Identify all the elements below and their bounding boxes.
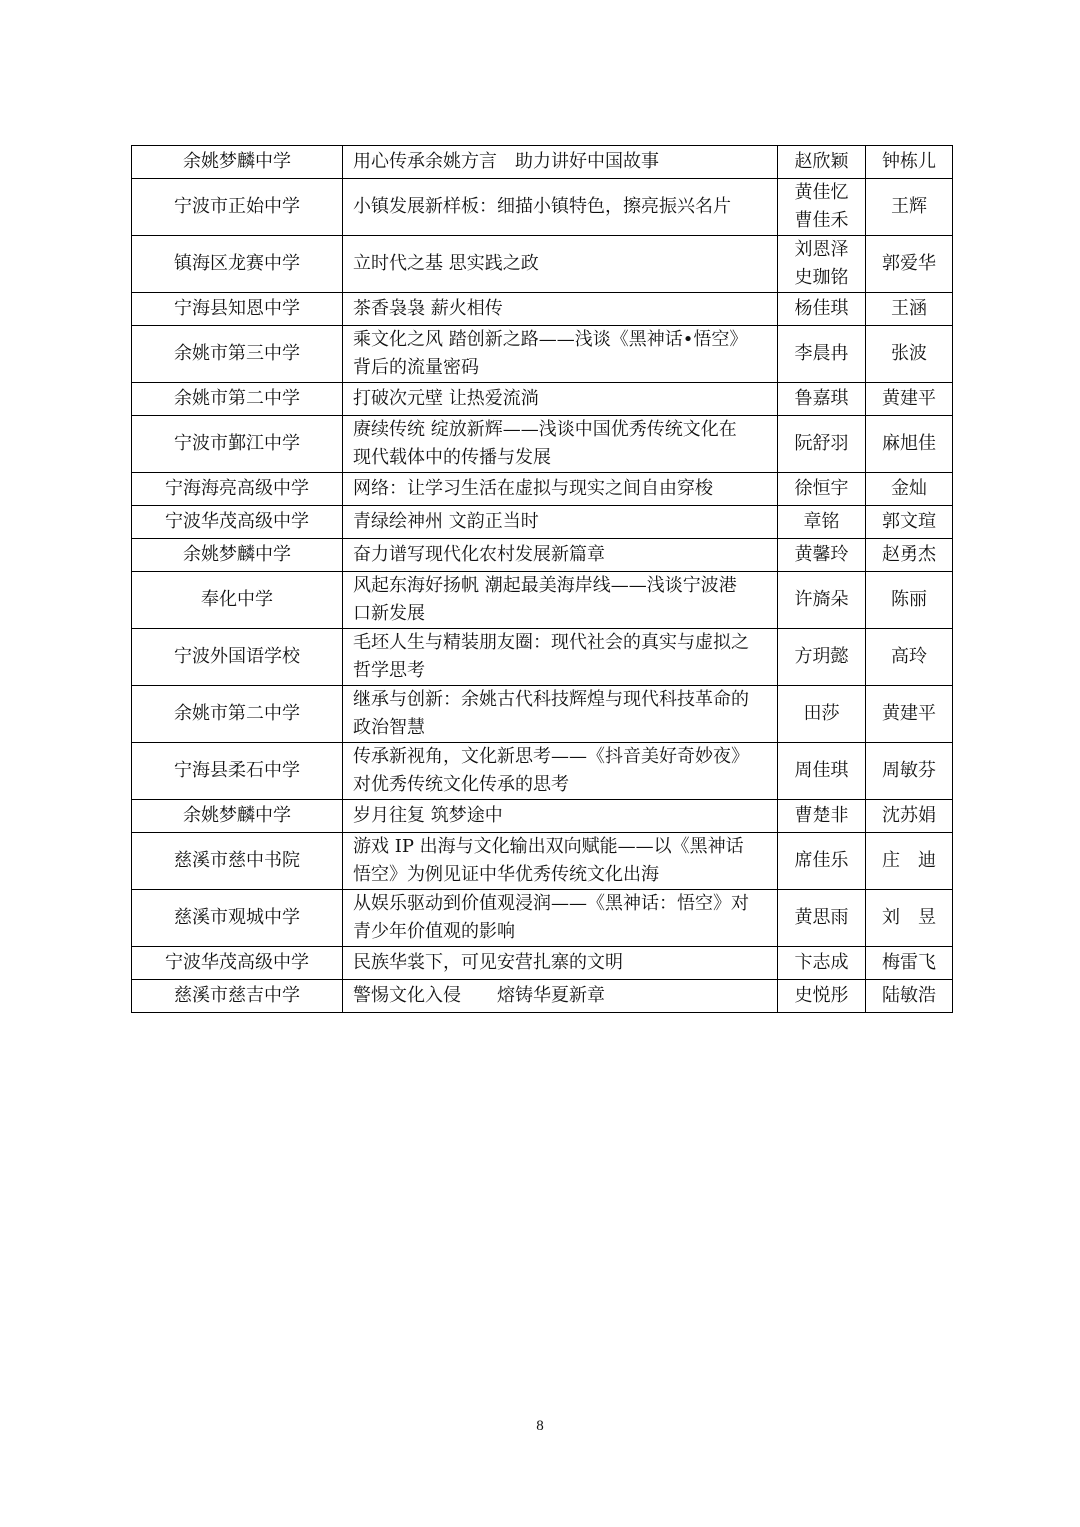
student-cell bbox=[778, 383, 866, 416]
table-row bbox=[132, 383, 953, 416]
student-name: 席佳乐 bbox=[794, 850, 849, 871]
title-cell bbox=[343, 326, 778, 383]
title-line: 小镇发展新样板：细描小镇特色，擦亮振兴名片 bbox=[353, 196, 731, 217]
table-row bbox=[132, 506, 953, 539]
title-cell bbox=[343, 833, 778, 890]
title-line: 游戏 IP 出海与文化输出双向赋能——以《黑神话 bbox=[353, 836, 744, 857]
teacher-cell: 麻旭佳 bbox=[866, 416, 953, 473]
student-cell bbox=[778, 236, 866, 293]
table-row bbox=[132, 293, 953, 326]
student-cell bbox=[778, 980, 866, 1013]
student-name: 黄思雨 bbox=[794, 907, 849, 928]
title-cell bbox=[343, 506, 778, 539]
title-line: 继承与创新：余姚古代科技辉煌与现代科技革命的 bbox=[353, 689, 749, 710]
school-cell: 余姚市第三中学 bbox=[132, 326, 343, 383]
teacher-cell: 张波 bbox=[866, 326, 953, 383]
teacher-cell: 沈苏娟 bbox=[866, 800, 953, 833]
student-cell bbox=[778, 416, 866, 473]
title-line: 民族华裳下，可见安营扎寨的文明 bbox=[353, 952, 623, 973]
teacher-cell: 黄建平 bbox=[866, 686, 953, 743]
student-name: 曹楚非 bbox=[794, 805, 849, 826]
student-name: 阮舒羽 bbox=[794, 433, 849, 454]
title-line: 传承新视角，文化新思考——《抖音美好奇妙夜》 bbox=[353, 746, 749, 767]
school-cell: 慈溪市慈中书院 bbox=[132, 833, 343, 890]
student-name: 赵欣颖 bbox=[794, 151, 849, 172]
teacher-cell: 王辉 bbox=[866, 179, 953, 236]
student-name: 杨佳琪 bbox=[794, 298, 849, 319]
student-name: 方玥懿 bbox=[794, 646, 849, 667]
teacher-cell: 刘 昱 bbox=[866, 890, 953, 947]
title-line: 警惕文化入侵 熔铸华夏新章 bbox=[353, 985, 605, 1006]
title-line: 悟空》为例见证中华优秀传统文化出海 bbox=[353, 864, 659, 885]
title-cell bbox=[343, 236, 778, 293]
title-line: 打破次元壁 让热爱流淌 bbox=[353, 388, 539, 409]
table-row bbox=[132, 686, 953, 743]
teacher-cell: 赵勇杰 bbox=[866, 539, 953, 572]
school-cell: 镇海区龙赛中学 bbox=[132, 236, 343, 293]
table-row bbox=[132, 539, 953, 572]
student-cell bbox=[778, 146, 866, 179]
student-cell bbox=[778, 326, 866, 383]
page-number: 8 bbox=[536, 1418, 544, 1434]
title-line: 口新发展 bbox=[353, 603, 425, 624]
table-row bbox=[132, 473, 953, 506]
table-row bbox=[132, 236, 953, 293]
title-cell bbox=[343, 743, 778, 800]
student-name: 李晨冉 bbox=[794, 343, 849, 364]
title-line: 乘文化之风 踏创新之路——浅谈《黑神话•悟空》 bbox=[353, 329, 748, 350]
school-cell: 宁波外国语学校 bbox=[132, 629, 343, 686]
table-row bbox=[132, 572, 953, 629]
award-table bbox=[131, 145, 953, 1013]
teacher-cell: 郭文瑄 bbox=[866, 506, 953, 539]
table-row bbox=[132, 947, 953, 980]
title-line: 用心传承余姚方言 助力讲好中国故事 bbox=[353, 151, 659, 172]
school-cell: 余姚梦麟中学 bbox=[132, 146, 343, 179]
student-name: 卞志成 bbox=[794, 952, 849, 973]
title-cell bbox=[343, 293, 778, 326]
title-cell bbox=[343, 416, 778, 473]
title-cell bbox=[343, 947, 778, 980]
student-name: 许旖朵 bbox=[794, 589, 849, 610]
title-line: 立时代之基 思实践之政 bbox=[353, 253, 539, 274]
title-cell bbox=[343, 890, 778, 947]
table-row bbox=[132, 833, 953, 890]
title-cell bbox=[343, 629, 778, 686]
teacher-cell: 庄 迪 bbox=[866, 833, 953, 890]
student-name: 曹佳禾 bbox=[794, 210, 849, 231]
title-line: 毛坯人生与精装朋友圈：现代社会的真实与虚拟之 bbox=[353, 632, 749, 653]
teacher-cell: 王涵 bbox=[866, 293, 953, 326]
teacher-cell: 陆敏浩 bbox=[866, 980, 953, 1013]
student-cell bbox=[778, 179, 866, 236]
table-row bbox=[132, 179, 953, 236]
table-row bbox=[132, 326, 953, 383]
student-cell bbox=[778, 539, 866, 572]
title-line: 风起东海好扬帆 潮起最美海岸线——浅谈宁波港 bbox=[353, 575, 737, 596]
student-cell bbox=[778, 473, 866, 506]
student-name: 史悦彤 bbox=[794, 985, 849, 1006]
table-row bbox=[132, 800, 953, 833]
title-line: 茶香袅袅 薪火相传 bbox=[353, 298, 503, 319]
student-name: 黄馨玲 bbox=[794, 544, 849, 565]
school-cell: 宁海海亮高级中学 bbox=[132, 473, 343, 506]
title-line: 青绿绘神州 文韵正当时 bbox=[353, 511, 539, 532]
student-cell bbox=[778, 890, 866, 947]
table-row bbox=[132, 146, 953, 179]
student-cell bbox=[778, 800, 866, 833]
teacher-cell: 陈丽 bbox=[866, 572, 953, 629]
student-name: 黄佳忆 bbox=[794, 182, 849, 203]
school-cell: 慈溪市慈吉中学 bbox=[132, 980, 343, 1013]
teacher-cell: 钟栋儿 bbox=[866, 146, 953, 179]
teacher-cell: 郭爱华 bbox=[866, 236, 953, 293]
teacher-cell: 周敏芬 bbox=[866, 743, 953, 800]
student-name: 周佳琪 bbox=[794, 760, 849, 781]
title-cell bbox=[343, 146, 778, 179]
teacher-cell: 高玲 bbox=[866, 629, 953, 686]
title-cell bbox=[343, 980, 778, 1013]
title-line: 现代载体中的传播与发展 bbox=[353, 447, 551, 468]
title-line: 奋力谱写现代化农村发展新篇章 bbox=[353, 544, 605, 565]
school-cell: 宁海县柔石中学 bbox=[132, 743, 343, 800]
title-line: 赓续传统 绽放新辉——浅谈中国优秀传统文化在 bbox=[353, 419, 737, 440]
school-cell: 余姚梦麟中学 bbox=[132, 539, 343, 572]
student-cell bbox=[778, 629, 866, 686]
table-row bbox=[132, 629, 953, 686]
table-row bbox=[132, 890, 953, 947]
student-cell bbox=[778, 293, 866, 326]
title-cell bbox=[343, 572, 778, 629]
title-cell bbox=[343, 473, 778, 506]
school-cell: 宁波华茂高级中学 bbox=[132, 947, 343, 980]
title-line: 从娱乐驱动到价值观浸润——《黑神话：悟空》对 bbox=[353, 893, 749, 914]
school-cell: 宁波市鄞江中学 bbox=[132, 416, 343, 473]
school-cell: 余姚市第二中学 bbox=[132, 686, 343, 743]
student-cell bbox=[778, 947, 866, 980]
school-cell: 宁波市正始中学 bbox=[132, 179, 343, 236]
student-name: 刘恩泽 bbox=[794, 239, 849, 260]
student-name: 徐恒宇 bbox=[794, 478, 849, 499]
table-row bbox=[132, 416, 953, 473]
table-body bbox=[132, 146, 953, 1013]
school-cell: 慈溪市观城中学 bbox=[132, 890, 343, 947]
student-cell bbox=[778, 572, 866, 629]
title-line: 对优秀传统文化传承的思考 bbox=[353, 774, 569, 795]
school-cell: 奉化中学 bbox=[132, 572, 343, 629]
student-cell bbox=[778, 686, 866, 743]
student-cell bbox=[778, 743, 866, 800]
student-cell bbox=[778, 833, 866, 890]
title-line: 岁月往复 筑梦途中 bbox=[353, 805, 503, 826]
title-cell bbox=[343, 800, 778, 833]
teacher-cell: 梅雷飞 bbox=[866, 947, 953, 980]
title-line: 背后的流量密码 bbox=[353, 357, 479, 378]
title-line: 青少年价值观的影响 bbox=[353, 921, 515, 942]
student-cell bbox=[778, 506, 866, 539]
table-row bbox=[132, 980, 953, 1013]
school-cell: 宁波华茂高级中学 bbox=[132, 506, 343, 539]
title-cell bbox=[343, 383, 778, 416]
title-line: 哲学思考 bbox=[353, 660, 425, 681]
school-cell: 余姚梦麟中学 bbox=[132, 800, 343, 833]
student-name: 鲁嘉琪 bbox=[794, 388, 849, 409]
teacher-cell: 金灿 bbox=[866, 473, 953, 506]
title-line: 网络：让学习生活在虚拟与现实之间自由穿梭 bbox=[353, 478, 713, 499]
student-name: 章铭 bbox=[803, 511, 840, 532]
student-name: 史珈铭 bbox=[794, 267, 849, 288]
title-cell bbox=[343, 179, 778, 236]
title-line: 政治智慧 bbox=[353, 717, 425, 738]
table-row bbox=[132, 743, 953, 800]
title-cell bbox=[343, 539, 778, 572]
school-cell: 宁海县知恩中学 bbox=[132, 293, 343, 326]
teacher-cell: 黄建平 bbox=[866, 383, 953, 416]
student-name: 田莎 bbox=[803, 703, 840, 724]
school-cell: 余姚市第二中学 bbox=[132, 383, 343, 416]
title-cell bbox=[343, 686, 778, 743]
